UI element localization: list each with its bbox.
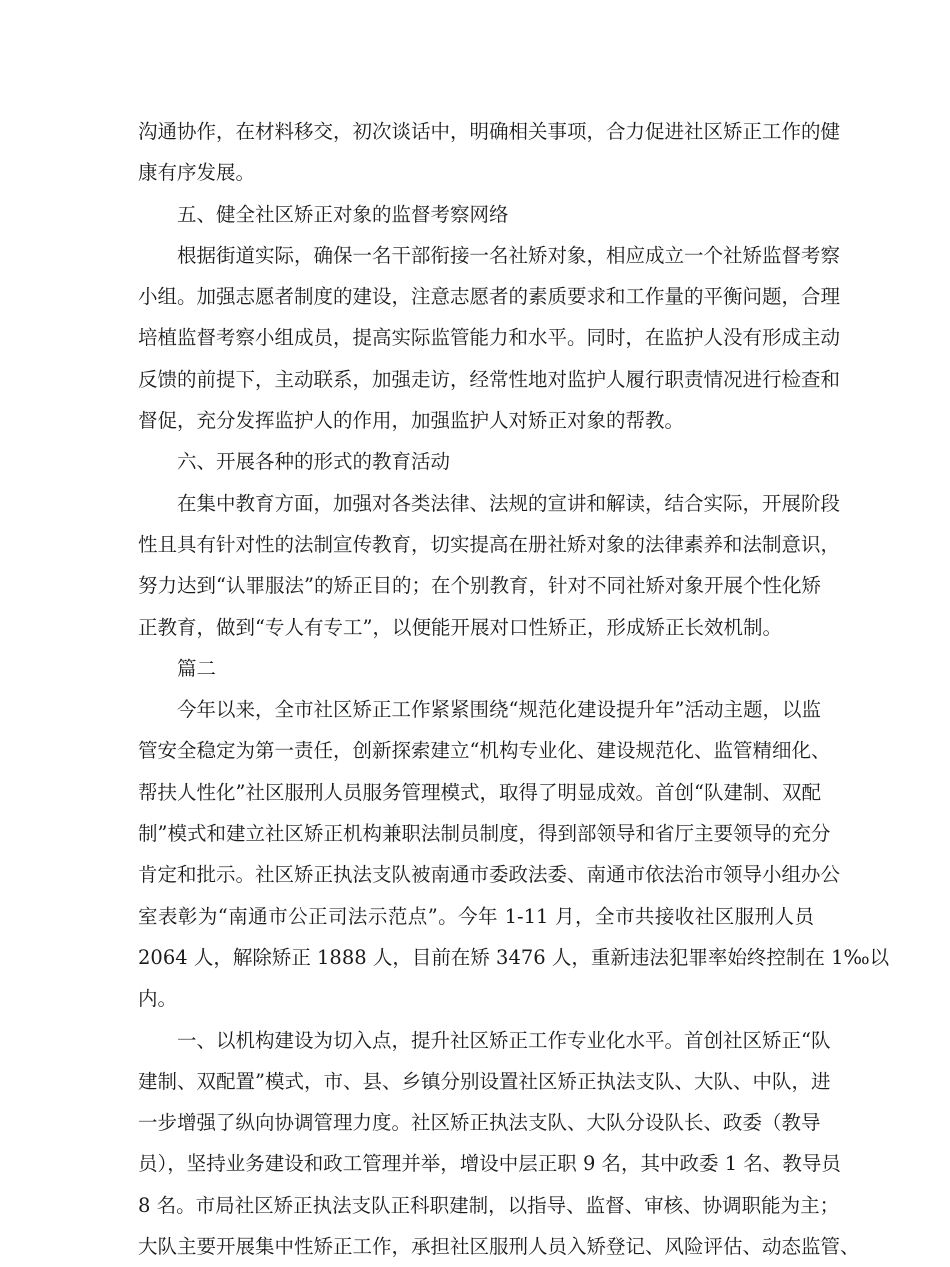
text-line: 今年以来，全市社区矫正工作紧紧围绕“规范化建设提升年”活动主题，以监 — [177, 698, 821, 722]
text-line: 康有序发展。 — [138, 161, 256, 185]
text-line: 大队主要开展集中性矫正工作，承担社区服刑人员入矫登记、风险评估、动态监管、 — [138, 1235, 860, 1259]
text-line: 培植监督考察小组成员，提高实际监管能力和水平。同时，在监护人没有形成主动 — [138, 326, 841, 350]
text-line: 帮扶人性化”社区服刑人员服务管理模式，取得了明显成效。首创“队建制、双配 — [138, 780, 821, 804]
text-line: 管安全稳定为第一责任，创新探索建立“机构专业化、建设规范化、监管精细化、 — [138, 739, 831, 763]
document-body — [138, 111, 890, 1267]
text-line: 内。 — [138, 987, 178, 1011]
text-line: 一步增强了纵向协调管理力度。社区矫正执法支队、大队分设队长、政委（教导 — [138, 1111, 821, 1135]
text-line: 在集中教育方面，加强对各类法律、法规的宣讲和解读，结合实际，开展阶段 — [177, 491, 841, 515]
text-line: 督促，充分发挥监护人的作用，加强监护人对矫正对象的帮教。 — [138, 409, 685, 433]
text-line: 六、开展各种的形式的教育活动 — [177, 450, 451, 474]
text-line: 反馈的前提下，主动联系，加强走访，经常性地对监护人履行职责情况进行检查和 — [138, 367, 841, 391]
text-line: 根据街道实际，确保一名干部衔接一名社矫对象，相应成立一个社矫监督考察 — [177, 243, 841, 267]
text-line: 小组。加强志愿者制度的建设，注意志愿者的素质要求和工作量的平衡问题，合理 — [138, 285, 841, 309]
text-line: 努力达到“认罪服法”的矫正目的；在个别教育，针对不同社矫对象开展个性化矫 — [138, 574, 821, 598]
text-line: 制”模式和建立社区矫正机构兼职法制员制度，得到部领导和省厅主要领导的充分 — [138, 822, 831, 846]
text-line: 性且具有针对性的法制宣传教育，切实提高在册社矫对象的法律素养和法制意识， — [138, 532, 841, 556]
text-line: 2064 人，解除矫正 1888 人，目前在矫 3476 人，重新违法犯罪率始终控制在 1‰以 — [138, 945, 890, 969]
text-line: 8 名。市局社区矫正执法支队正科职建制，以指导、监督、审核、协调职能为主； — [138, 1193, 840, 1217]
text-line: 正教育，做到“专人有专工”，以便能开展对口性矫正，形成矫正长效机制。 — [138, 615, 782, 639]
text-line: 沟通协作，在材料移交，初次谈话中，明确相关事项，合力促进社区矫正工作的健 — [138, 120, 841, 143]
text-line: 肯定和批示。社区矫正执法支队被南通市委政法委、南通市依法治市领导小组办公 — [138, 863, 841, 887]
text-line: 五、健全社区矫正对象的监督考察网络 — [177, 202, 509, 226]
text-line: 一、以机构建设为切入点，提升社区矫正工作专业化水平。首创社区矫正“队 — [177, 1028, 831, 1052]
text-line: 员），坚持业务建设和政工管理并举，增设中层正职 9 名，其中政委 1 名、教导员 — [138, 1152, 841, 1176]
text-line: 篇二 — [177, 656, 217, 680]
text-line: 建制、双配置”模式，市、县、乡镇分别设置社区矫正执法支队、大队、中队，进 — [138, 1069, 831, 1093]
text-line: 室表彰为“南通市公正司法示范点”。今年 1-11 月，全市共接收社区服刑人员 — [138, 904, 814, 928]
